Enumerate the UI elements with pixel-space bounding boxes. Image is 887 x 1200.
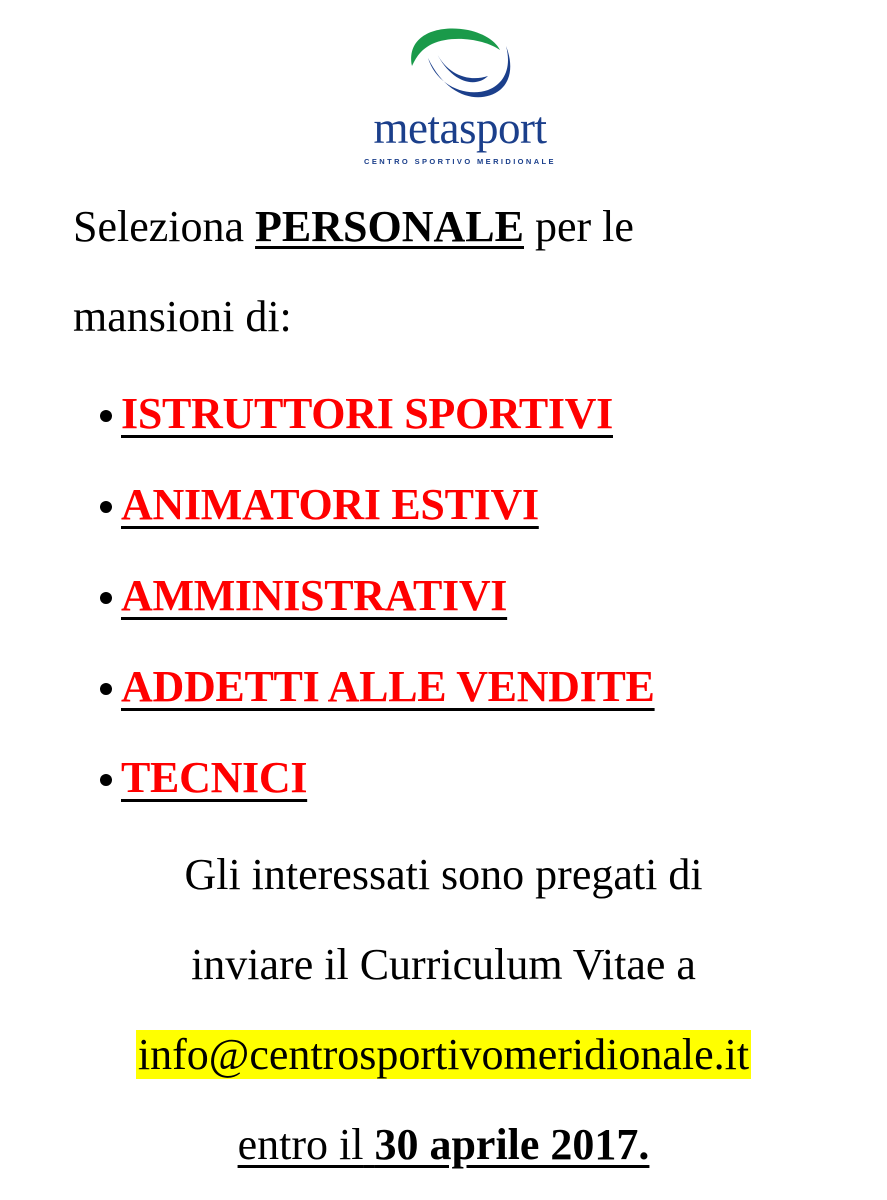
- email-line: [0, 1010, 887, 1100]
- intro-line-2: mansioni di:: [73, 292, 292, 341]
- email-address: info@centrosportivomeridionale.it: [137, 1030, 750, 1079]
- intro-suffix: per le: [535, 202, 634, 251]
- intro-line-1: [73, 182, 833, 272]
- deadline-line: [0, 1100, 887, 1190]
- closing-text: [0, 830, 887, 1190]
- bullet-icon: [100, 683, 112, 695]
- intro-text: [73, 182, 833, 362]
- intro-highlight: PERSONALE: [255, 202, 524, 251]
- role-label: AMMINISTRATIVI: [121, 571, 508, 620]
- list-item: [100, 459, 655, 550]
- logo-tagline: CENTRO SPORTIVO MERIDIONALE: [364, 157, 556, 166]
- list-item: [100, 732, 655, 823]
- role-label: ISTRUTTORI SPORTIVI: [121, 389, 613, 438]
- metasport-logo: [336, 22, 584, 166]
- roles-list: [100, 368, 655, 823]
- bullet-icon: [100, 592, 112, 604]
- intro-prefix: Seleziona: [73, 202, 245, 251]
- list-item: [100, 368, 655, 459]
- bullet-icon: [100, 501, 112, 513]
- deadline-date: 30 aprile 2017.: [374, 1120, 650, 1169]
- deadline: [238, 1120, 650, 1169]
- role-label: TECNICI: [121, 753, 308, 802]
- logo-wordmark: metasport: [373, 103, 547, 153]
- list-item: [100, 641, 655, 732]
- role-label: ADDETTI ALLE VENDITE: [121, 662, 655, 711]
- bullet-icon: [100, 774, 112, 786]
- deadline-prefix: entro il: [237, 1120, 364, 1169]
- bullet-icon: [100, 410, 112, 422]
- closing-line-2: inviare il Curriculum Vitae a: [191, 940, 696, 989]
- role-label: ANIMATORI ESTIVI: [121, 480, 539, 529]
- closing-line-1: Gli interessati sono pregati di: [184, 850, 703, 899]
- list-item: [100, 550, 655, 641]
